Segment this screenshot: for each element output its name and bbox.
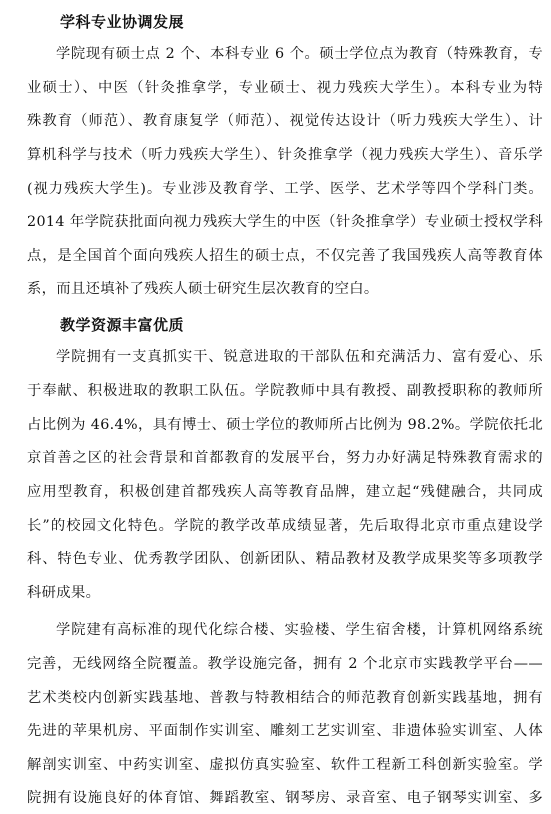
paragraph-line: 科、特色专业、优秀教学团队、创新团队、精品教材及教学成果奖等多项教学 bbox=[27, 551, 543, 567]
paragraph-line: 京首善之区的社会背景和首都教育的发展平台，努力办好满足特殊教育需求的 bbox=[27, 450, 543, 466]
paragraph-line: 学院现有硕士点 2 个、本科专业 6 个。硕士学位点为教育（特殊教育，专 bbox=[56, 46, 543, 62]
section-heading-teaching-resources: 教学资源丰富优质 bbox=[60, 316, 185, 334]
paragraph-line: (视力残疾大学生)。专业涉及教育学、工学、医学、艺术学等四个学科门类。 bbox=[27, 181, 543, 197]
paragraph-line: 于奉献、积极进取的教职工队伍。学院教师中具有教授、副教授职称的教师所 bbox=[27, 383, 543, 399]
paragraph-line: 殊教育（师范）、教育康复学（师范）、视觉传达设计（听力残疾大学生）、计 bbox=[27, 113, 543, 129]
paragraph-line: 占比例为 46.4%，具有博士、硕士学位的教师所占比例为 98.2%。学院依托北 bbox=[27, 417, 543, 433]
section-heading-discipline: 学科专业协调发展 bbox=[60, 13, 185, 31]
paragraph-line: 长”的校园文化特色。学院的教学改革成绩显著，先后取得北京市重点建设学 bbox=[27, 518, 543, 534]
paragraph-line: 业硕士）、中医（针灸推拿学，专业硕士、视力残疾大学生）。本科专业为特 bbox=[27, 80, 543, 96]
paragraph-line: 学院建有高标准的现代化综合楼、实验楼、学生宿舍楼，计算机网络系统 bbox=[56, 622, 543, 638]
paragraph-line: 艺术类校内创新实践基地、普教与特教相结合的师范教育创新实践基地，拥有 bbox=[27, 690, 543, 706]
paragraph-line: 点，是全国首个面向残疾人招生的硕士点，不仅完善了我国残疾人高等教育体 bbox=[27, 248, 543, 264]
paragraph-line: 应用型教育，积极创建首都残疾人高等教育品牌，建立起“残健融合，共同成 bbox=[27, 484, 543, 500]
paragraph-line: 学院拥有一支真抓实干、锐意进取的干部队伍和充满活力、富有爱心、乐 bbox=[56, 349, 543, 365]
paragraph-line: 算机科学与技术（听力残疾大学生）、针灸推拿学（视力残疾大学生）、音乐学 bbox=[27, 147, 543, 163]
paragraph-line: 科研成果。 bbox=[27, 585, 101, 601]
paragraph-line: 院拥有设施良好的体育馆、舞蹈教室、钢琴房、录音室、电子钢琴实训室、多 bbox=[27, 790, 543, 806]
paragraph-line: 完善，无线网络全院覆盖。教学设施完备，拥有 2 个北京市实践教学平台—— bbox=[27, 656, 543, 672]
paragraph-line: 解剖实训室、中药实训室、虚拟仿真实验室、软件工程新工科创新实验室。学 bbox=[27, 757, 543, 773]
paragraph-line: 先进的苹果机房、平面制作实训室、雕刻工艺实训室、非遗体验实训室、人体 bbox=[27, 723, 543, 739]
paragraph-line: 系，而且还填补了残疾人硕士研究生层次教育的空白。 bbox=[27, 281, 379, 297]
paragraph-line: 2014 年学院获批面向视力残疾大学生的中医（针灸推拿学）专业硕士授权学科 bbox=[27, 214, 543, 230]
